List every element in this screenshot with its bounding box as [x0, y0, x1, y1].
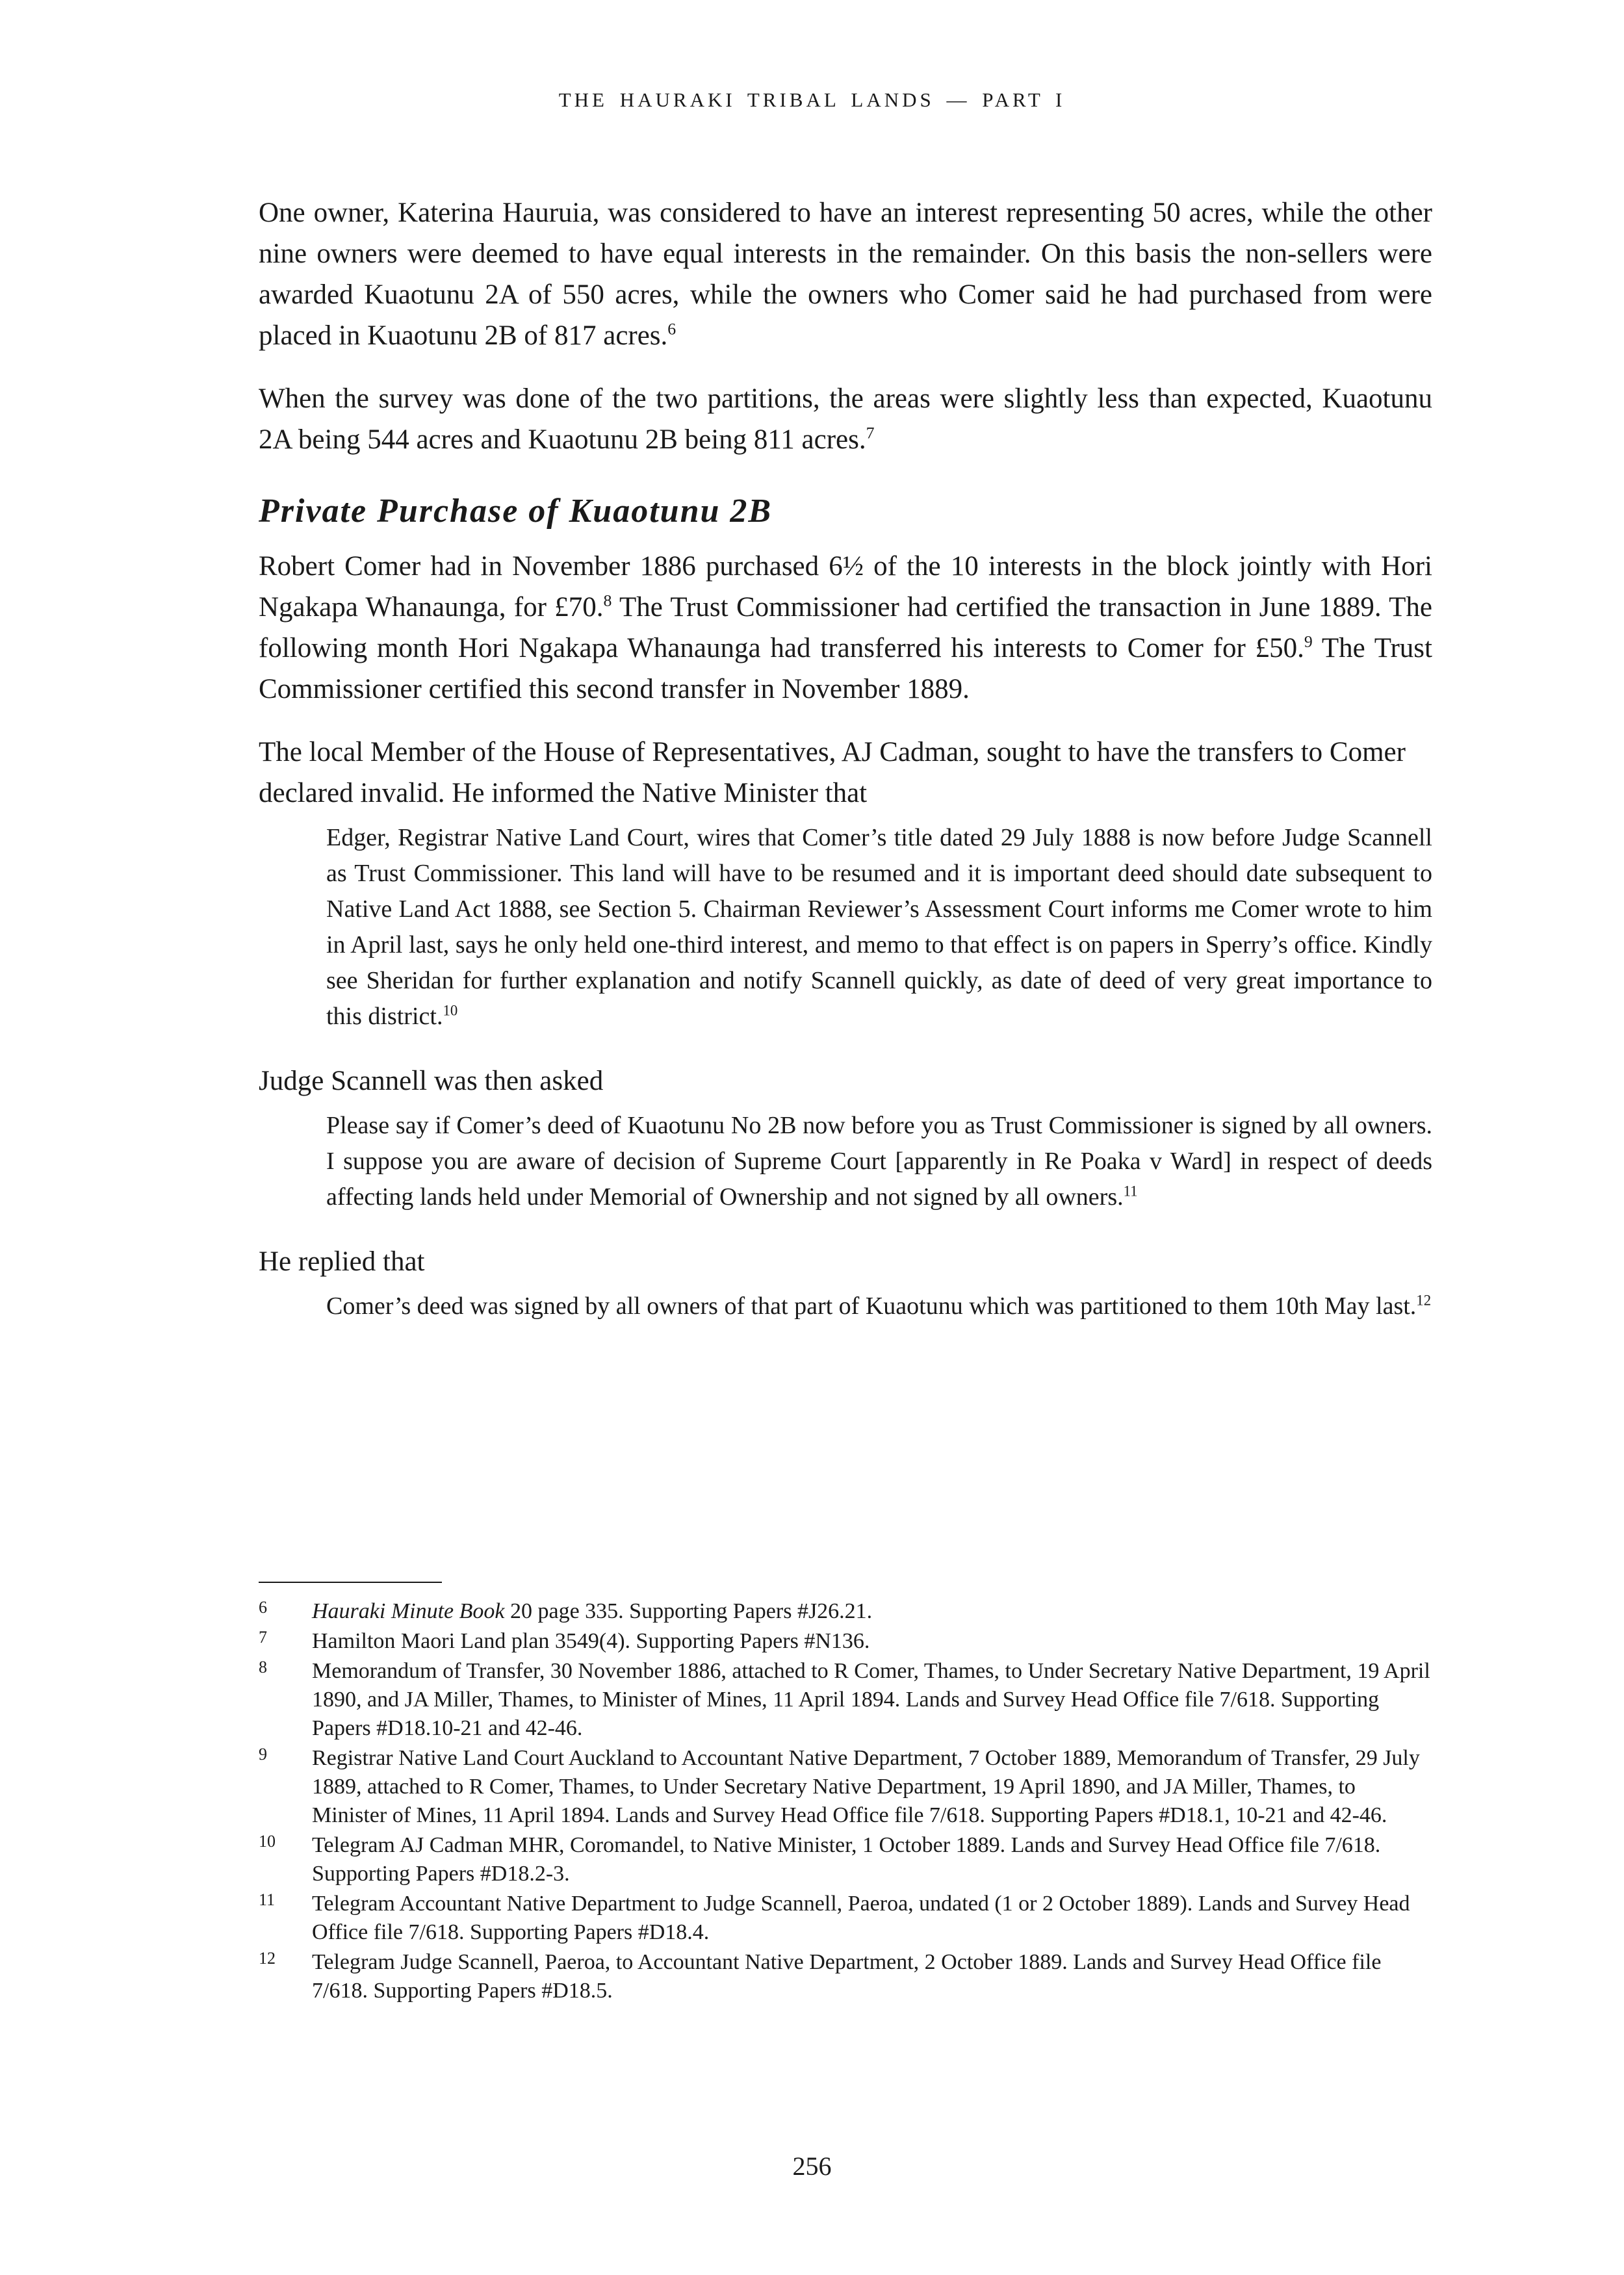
footnote-text: Telegram Judge Scannell, Paeroa, to Accountant Native Department, 2 October 1889. Lands and Survey Head Office file 7/618. Supporting Papers #D18.5. [312, 1950, 1382, 2003]
paragraph [259, 1241, 1432, 1282]
paragraph-text: He replied that [259, 1246, 425, 1277]
footnote [259, 1890, 1432, 1947]
block-quote [326, 820, 1432, 1035]
paragraph [259, 192, 1432, 356]
footnote-text: Telegram AJ Cadman MHR, Coromandel, to Native Minister, 1 October 1889. Lands and Survey Head Office file 7/618. Supporting Papers #D18.2-3. [312, 1833, 1381, 1886]
footnote [259, 1744, 1432, 1830]
footnote-text: 20 page 335. Supporting Papers #J26.21. [504, 1599, 873, 1623]
paragraph-text: When the survey was done of the two partitions, the areas were slightly less than expected, Kuaotunu 2A being 544 acres and Kuaotunu 2B being 811 acres. [259, 383, 1432, 455]
paragraph-text: One owner, Katerina Hauruia, was considered to have an interest representing 50 acres, while the other nine owners were deemed to have equal interests in the remainder. On this basis the non-sellers were awarded Kuaotunu 2A of 550 acres, while the owners who Comer said he had purchased from were placed in Kuaotunu 2B of 817 acres. [259, 198, 1432, 351]
footnote [259, 1627, 1432, 1656]
paragraph-text: Judge Scannell was then asked [259, 1066, 604, 1096]
paragraph [259, 546, 1432, 710]
footnote-number: 9 [259, 1745, 267, 1764]
quote-text: Edger, Registrar Native Land Court, wires that Comer’s title dated 29 July 1888 is now before Judge Scannell as Trust Commissioner. This land will have to be resumed and it is important deed should date subsequent to Native Land Act 1888, see Section 5. Chairman Reviewer’s Assessment Court informs me Comer wrote to him in April last, says he only held one-third interest, and memo to that effect is on papers in Sperry’s office. Kindly see Sheridan for further explanation and notify Scannell quickly, as date of deed of very great importance to this district. [326, 824, 1432, 1030]
footnote-ref[interactable]: 9 [1304, 632, 1313, 651]
footnote-number: 11 [259, 1890, 276, 1909]
footnote-ref[interactable]: 7 [866, 423, 875, 443]
paragraph-text: The local Member of the House of Representatives, AJ Cadman, sought to have the transfers to Comer declared invalid. He informed the Native Minister that [259, 737, 1406, 808]
paragraph [259, 378, 1432, 460]
footnote-ref[interactable]: 12 [1416, 1292, 1432, 1309]
paragraph-text: Robert Comer had in November 1886 purchased 6½ of the 10 interests in the block jointly with Hori Ngakapa Whanaunga, for £70. [259, 551, 1432, 623]
footnote-text: Registrar Native Land Court Auckland to Accountant Native Department, 7 October 1889, Memorandum of Transfer, 29 July 1889, attached to R Comer, Thames, to Under Secretary Native Department, 19 April 1890, and JA Miller, Thames, to Minister of Mines, 11 April 1894. Lands and Survey Head Office file 7/618. Supporting Papers #D18.1, 10-21 and 42-46. [312, 1746, 1420, 1827]
footnote-ref[interactable]: 10 [443, 1002, 458, 1019]
footnote-ref[interactable]: 6 [667, 319, 677, 339]
footnote-divider [259, 1582, 442, 1583]
footnote [259, 1948, 1432, 2005]
running-head: THE HAURAKI TRIBAL LANDS — PART I [558, 88, 1066, 111]
page-number: 256 [792, 2152, 832, 2181]
quote-text: Please say if Comer’s deed of Kuaotunu No 2B now before you as Trust Commissioner is signed by all owners. I suppose you are aware of decision of Supreme Court [apparently in Re Poaka v Ward] in respect of deeds affecting lands held under Memorial of Ownership and not signed by all owners. [326, 1112, 1432, 1211]
paragraph [259, 1060, 1432, 1101]
footnote-number: 8 [259, 1658, 267, 1677]
footnote-ref[interactable]: 11 [1123, 1183, 1138, 1200]
footnote-number: 12 [259, 1949, 276, 1968]
paragraph [259, 732, 1432, 814]
paragraph-text: The Trust Commissioner had certified the transaction in June 1889. The following month Hori Ngakapa Whanaunga had transferred his interests to Comer for £50. [259, 592, 1432, 663]
footnote-text: Memorandum of Transfer, 30 November 1886, attached to R Comer, Thames, to Under Secretary Native Department, 19 April 1890, and JA Miller, Thames, to Minister of Mines, 11 April 1894. Lands and Survey Head Office file 7/618. Supporting Papers #D18.10-21 and 42-46. [312, 1659, 1430, 1740]
footnote-text: Telegram Accountant Native Department to Judge Scannell, Paeroa, undated (1 or 2 October 1889). Lands and Survey Head Office file 7/618. Supporting Papers #D18.4. [312, 1892, 1410, 1944]
quote-text: Comer’s deed was signed by all owners of that part of Kuaotunu which was partitioned to them 10th May last. [326, 1292, 1417, 1320]
footnote-title: Hauraki Minute Book [312, 1599, 505, 1623]
footnote-number: 10 [259, 1832, 276, 1851]
section-heading: Private Purchase of Kuaotunu 2B [259, 493, 773, 530]
footnote-ref[interactable]: 8 [603, 591, 612, 610]
paragraph-text: The Trust Commissioner certified this second transfer in November 1889. [259, 633, 1432, 704]
footnote [259, 1597, 1432, 1626]
body-text [259, 192, 1432, 1350]
footnotes [259, 1597, 1432, 2007]
footnote-number: 7 [259, 1628, 267, 1647]
footnote-number: 6 [259, 1598, 267, 1617]
block-quote [326, 1289, 1432, 1324]
footnote-text: Hamilton Maori Land plan 3549(4). Supporting Papers #N136. [312, 1629, 870, 1653]
block-quote [326, 1108, 1432, 1215]
footnote [259, 1657, 1432, 1743]
footnote [259, 1831, 1432, 1888]
